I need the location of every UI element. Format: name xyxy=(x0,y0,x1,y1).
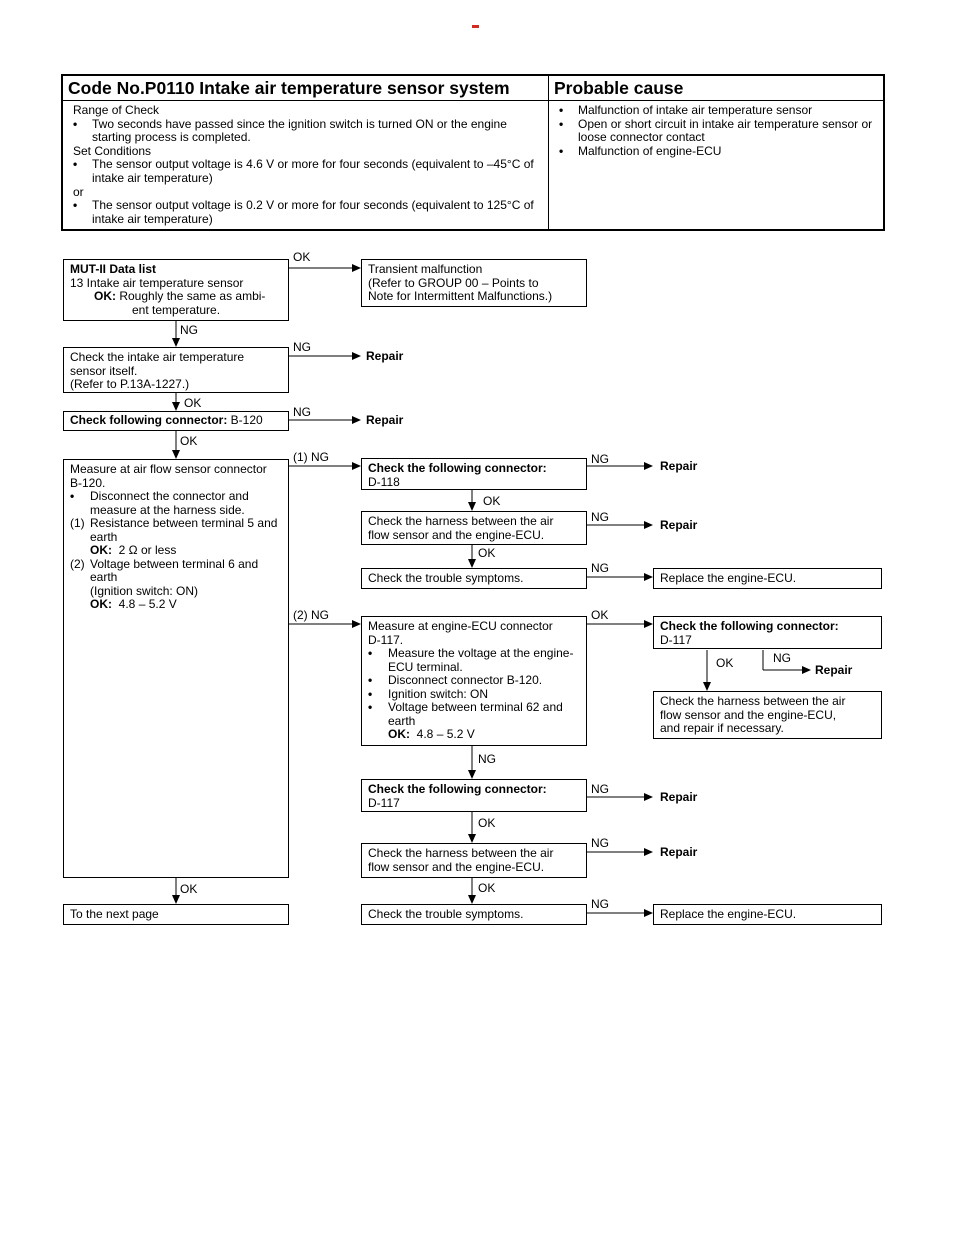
set-item-2: • The sensor output voltage is 0.2 V or more for four seconds (equivalent to 125°C of intake air temperature) xyxy=(73,198,534,226)
measure-bullet: • Disconnect the connector and measure at the harness side. xyxy=(70,489,249,517)
measure-step-2: (2) Voltage between terminal 6 and earth xyxy=(70,556,259,584)
label-ng: NG xyxy=(591,897,609,911)
repair-label: Repair xyxy=(815,663,853,677)
range-item: • Two seconds have passed since the ignition switch is turned ON or the engine starting process is completed. xyxy=(73,116,507,145)
d118-check-box: Check the following connector: D-118 xyxy=(361,458,587,490)
label-ok: OK xyxy=(478,546,496,560)
cause-item: • Open or short circuit in intake air temperature sensor or loose connector contact xyxy=(559,116,873,145)
label-ok: OK xyxy=(180,882,198,896)
sensor-check-box: Check the intake air temperature sensor itself. (Refer to P.13A-1227.) xyxy=(63,347,289,393)
set-label: Set Conditions xyxy=(73,143,152,158)
label-ng: NG xyxy=(773,651,791,665)
measure-airflow-box: Measure at air flow sensor connector B-120. • Disconnect the connector and measure at the harness side. (1) Resistance between terminal 5 and earth OK: 2 Ω or less (2) Voltage between terminal 6 and earth (Ignition switch: ON) OK: 4.8 – 5.2 V xyxy=(63,459,289,878)
mut-line: 13 Intake air temperature sensor xyxy=(70,275,244,290)
label-ng: NG xyxy=(591,836,609,850)
dtc-title: Code No.P0110 Intake air temperature sensor system xyxy=(62,75,549,101)
label-ok: OK xyxy=(478,881,496,895)
repair-label: Repair xyxy=(366,349,404,363)
measure-step-2-cond: (Ignition switch: ON) xyxy=(90,583,199,598)
replace-ecu-box-1: Replace the engine-ECU. xyxy=(653,568,882,589)
label-ng: NG xyxy=(591,561,609,575)
measure-ok-2: OK: 4.8 – 5.2 V xyxy=(90,597,177,611)
label-ok: OK xyxy=(184,396,202,410)
label-ng: NG xyxy=(478,752,496,766)
mut-ok: OK: Roughly the same as ambi-ent temperature. xyxy=(94,289,266,317)
next-page-box: To the next page xyxy=(63,904,289,925)
connector-check-box: Check following connector: B-120 xyxy=(63,411,289,431)
mut-title: MUT-II Data list xyxy=(70,262,157,276)
label-ok: OK xyxy=(483,494,501,508)
harness-repair-box: Check the harness between the air flow sensor and the engine-ECU, and repair if necessary. xyxy=(653,691,882,739)
label-ng-1: (1) NG xyxy=(293,450,329,464)
measure-step-1: (1) Resistance between terminal 5 and earth xyxy=(70,516,278,544)
replace-ecu-box-2: Replace the engine-ECU. xyxy=(653,904,882,925)
ecu-bullet: • Disconnect connector B-120. xyxy=(368,673,543,687)
cause-item: • Malfunction of intake air temperature sensor xyxy=(559,103,813,117)
ecu-ok: OK: 4.8 – 5.2 V xyxy=(388,727,475,741)
label-ng: NG xyxy=(293,405,311,419)
d117-check-box-2: Check the following connector: D-117 xyxy=(361,779,587,812)
ecu-bullet: • Measure the voltage at the engine-ECU terminal. xyxy=(368,646,574,674)
ecu-bullet: • Ignition switch: ON xyxy=(368,686,489,701)
ecu-bullet: • Voltage between terminal 62 and earth xyxy=(368,700,563,728)
label-ok: OK xyxy=(716,656,734,670)
transient-box: Transient malfunction (Refer to GROUP 00 – Points to Note for Intermittent Malfunctions.) xyxy=(361,259,587,307)
harness-check-box-2: Check the harness between the air flow sensor and the engine-ECU. xyxy=(361,843,587,878)
repair-label: Repair xyxy=(660,790,698,804)
repair-label: Repair xyxy=(660,518,698,532)
trouble-symptoms-box-1: Check the trouble symptoms. xyxy=(361,568,587,589)
set-item-1: • The sensor output voltage is 4.6 V or more for four seconds (equivalent to –45°C of intake air temperature) xyxy=(73,157,534,185)
trouble-symptoms-box-2: Check the trouble symptoms. xyxy=(361,904,587,925)
d117-check-box-1: Check the following connector: D-117 xyxy=(653,616,882,649)
label-ok: OK xyxy=(591,608,609,622)
probable-cause-title: Probable cause xyxy=(549,75,885,101)
harness-check-box-1: Check the harness between the air flow sensor and the engine-ECU. xyxy=(361,511,587,545)
repair-label: Repair xyxy=(660,459,698,473)
label-ng: NG xyxy=(591,452,609,466)
label-ok: OK xyxy=(293,250,311,264)
label-ng: NG xyxy=(293,340,311,354)
range-label: Range of Check xyxy=(73,103,160,117)
label-ng: NG xyxy=(591,782,609,796)
ecu-measure-box: Measure at engine-ECU connector D-117. • Measure the voltage at the engine-ECU terminal. • Disconnect connector B-120. • Ignition switch: ON • Voltage between terminal 62 and earth OK: 4.8 – 5.2 V xyxy=(361,616,587,746)
label-ng: NG xyxy=(591,510,609,524)
measure-ok-1: OK: 2 Ω or less xyxy=(90,543,177,557)
label-ng-2: (2) NG xyxy=(293,608,329,622)
mut-data-list-box xyxy=(63,259,289,321)
label-ok: OK xyxy=(180,434,198,448)
cause-item: • Malfunction of engine-ECU xyxy=(559,143,722,158)
repair-label: Repair xyxy=(366,413,404,427)
or-label: or xyxy=(73,184,84,199)
repair-label: Repair xyxy=(660,845,698,859)
label-ng: NG xyxy=(180,323,198,337)
label-ok: OK xyxy=(478,816,496,830)
